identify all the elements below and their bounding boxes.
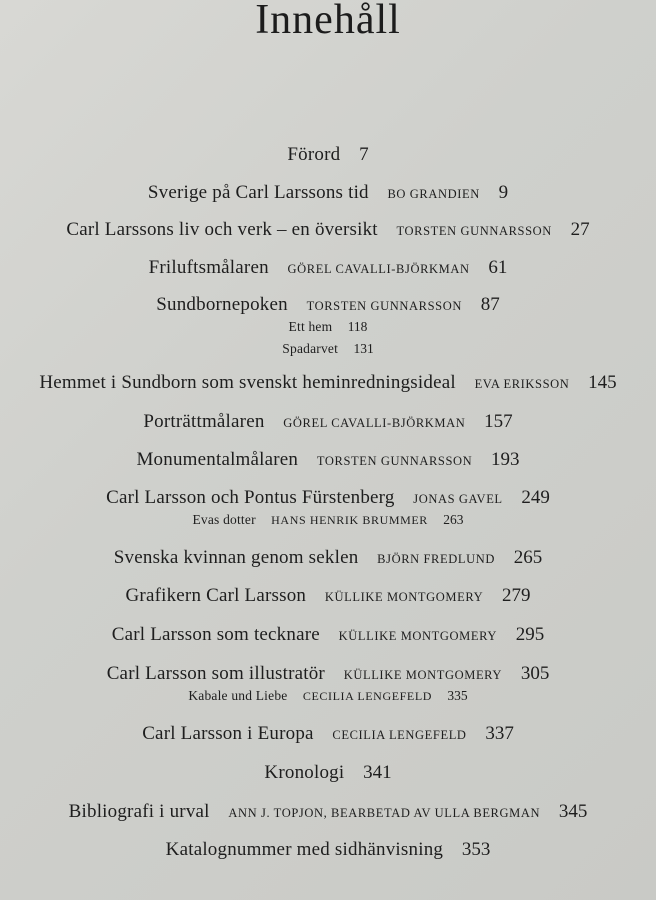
entry-page-number: 87	[480, 294, 500, 315]
entry-author: BJÖRN FREDLUND	[377, 552, 495, 566]
entry-author: GÖREL CAVALLI-BJÖRKMAN	[283, 416, 466, 430]
toc-entry	[0, 180, 656, 206]
subentry-page-number: 263	[443, 512, 464, 527]
entry-author: KÜLLIKE MONTGOMERY	[324, 590, 484, 604]
toc-subentry	[0, 511, 656, 529]
entry-page-number: 7	[359, 144, 369, 165]
entry-page-number: 249	[521, 487, 550, 508]
toc-subentry	[0, 318, 656, 336]
subentry-page-number: 335	[447, 688, 468, 703]
entry-title: Sundbornepoken	[156, 294, 288, 315]
page-title: Innehåll	[255, 0, 401, 43]
entry-title: Carl Larsson som tecknare	[111, 624, 320, 645]
entry-author: CECILIA LENGEFELD	[332, 728, 467, 742]
entry-author: GÖREL CAVALLI-BJÖRKMAN	[287, 262, 470, 276]
subentry-title: Evas dotter	[192, 512, 256, 527]
toc-entry	[0, 837, 656, 863]
toc-entry	[0, 622, 656, 648]
entry-author: TORSTEN GUNNARSSON	[316, 454, 473, 468]
entry-author: TORSTEN GUNNARSSON	[396, 224, 552, 238]
entry-title: Förord	[287, 144, 341, 165]
toc-entry	[0, 661, 656, 687]
toc-subentry	[0, 687, 656, 705]
entry-author: JONAS GAVEL	[413, 492, 503, 506]
entry-author: KÜLLIKE MONTGOMERY	[343, 668, 503, 682]
entry-page-number: 337	[485, 723, 514, 744]
entry-title: Sverige på Carl Larssons tid	[147, 182, 369, 203]
subentry-page-number: 118	[347, 319, 368, 334]
toc-entry	[0, 292, 656, 318]
toc-entry	[0, 799, 656, 825]
entry-page-number: 305	[520, 663, 550, 684]
entry-title: Porträttmålaren	[143, 411, 265, 432]
toc-entry	[0, 255, 656, 281]
entry-author: BO GRANDIEN	[387, 187, 480, 201]
subentry-author: HANS HENRIK BRUMMER	[271, 513, 428, 527]
entry-title: Bibliografi i urval	[68, 801, 210, 822]
entry-page-number: 265	[513, 547, 543, 568]
toc-subentry	[0, 340, 656, 358]
entry-page-number: 279	[501, 585, 531, 606]
entry-page-number: 9	[498, 182, 509, 203]
entry-page-number: 145	[588, 372, 617, 393]
entry-page-number: 295	[515, 624, 545, 645]
entry-title: Friluftsmålaren	[148, 257, 269, 278]
toc-entry	[0, 760, 656, 786]
toc-entry	[0, 447, 656, 473]
entry-title: Carl Larsson som illustratör	[106, 663, 325, 684]
entry-page-number: 27	[570, 219, 590, 240]
toc-entry	[0, 721, 656, 747]
entry-title: Monumentalmålaren	[136, 449, 299, 470]
toc-entry	[0, 583, 656, 609]
toc-entry	[0, 142, 656, 168]
entry-title: Svenska kvinnan genom seklen	[113, 547, 359, 568]
entry-page-number: 193	[491, 449, 520, 470]
toc-entry	[0, 409, 656, 435]
entry-title: Carl Larssons liv och verk – en översikt	[66, 219, 378, 240]
entry-title: Carl Larsson och Pontus Fürstenberg	[106, 487, 395, 508]
subentry-author: CECILIA LENGEFELD	[302, 689, 433, 703]
subentry-page-number: 131	[353, 341, 374, 356]
entry-title: Katalognummer med sidhänvisning	[165, 839, 444, 860]
toc-entry	[0, 485, 656, 511]
entry-title: Kronologi	[264, 762, 345, 783]
subentry-title: Kabale und Liebe	[188, 688, 288, 703]
entry-author: EVA ERIKSSON	[474, 377, 570, 391]
toc-entry	[0, 217, 656, 243]
entry-title: Carl Larsson i Europa	[142, 723, 314, 744]
entry-page-number: 345	[558, 801, 588, 822]
entry-page-number: 341	[363, 762, 392, 783]
toc-entry	[0, 370, 656, 396]
entry-author: TORSTEN GUNNARSSON	[306, 299, 462, 313]
entry-author: KÜLLIKE MONTGOMERY	[338, 629, 497, 643]
entry-page-number: 353	[461, 839, 491, 860]
toc-entry	[0, 545, 656, 571]
entry-page-number: 61	[488, 257, 508, 278]
entry-author: ANN J. TOPJON, BEARBETAD AV ULLA BERGMAN	[228, 806, 541, 820]
entry-title: Hemmet i Sundborn som svenskt heminredningsideal	[39, 372, 456, 393]
entry-title: Grafikern Carl Larsson	[125, 585, 307, 606]
entry-page-number: 157	[484, 411, 513, 432]
subentry-title: Ett hem	[288, 319, 333, 334]
subentry-title: Spadarvet	[282, 341, 339, 356]
